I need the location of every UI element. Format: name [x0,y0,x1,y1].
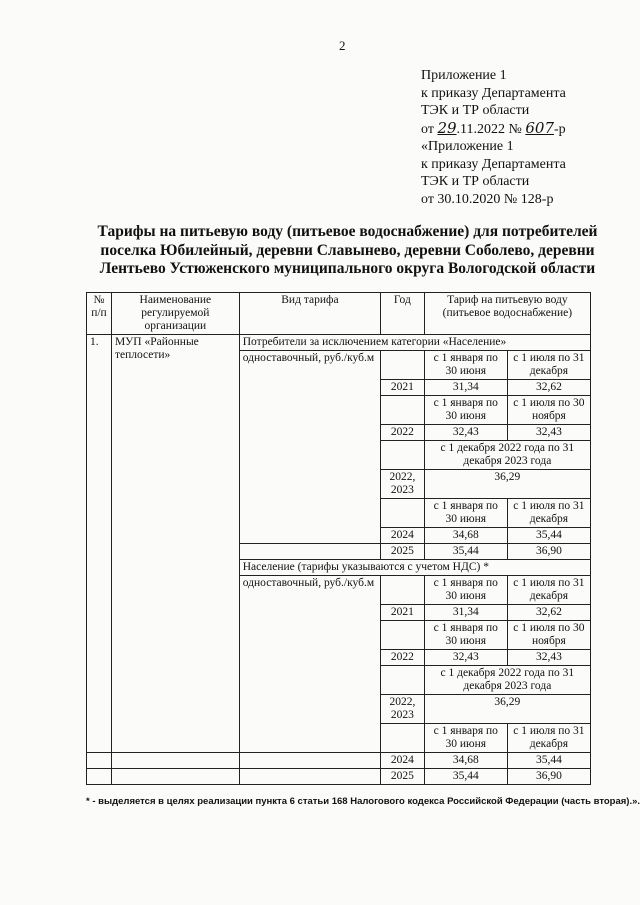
period-cell: с 1 июля по 31 декабря [507,576,590,605]
section-label: Население (тарифы указываются с учетом НДС) * [239,560,590,576]
appendix-line: «Приложение 1 [421,139,514,154]
empty-cell [239,769,380,785]
year-cell: 2021 [381,380,425,396]
empty-cell [111,769,239,785]
period-cell: с 1 января по 30 июня [424,724,507,753]
handwritten-number: 607 [525,118,555,137]
value-cell: 32,43 [507,425,590,441]
appendix-line: к приказу Департамента [421,85,566,101]
year-cell [381,441,425,470]
year-cell [381,396,425,425]
value-cell: 31,34 [424,380,507,396]
value-cell: 32,43 [424,650,507,666]
header-tariff: Тариф на питьевую воду (питьевое водоснабжение) [424,293,590,335]
year-cell [381,351,425,380]
appendix-date-line: от 29.11.2022 № 607-р [421,118,566,137]
appendix-line: ТЭК и ТР области [421,103,530,118]
period-cell: с 1 января по 30 июня [424,621,507,650]
org-name: МУП «Районные теплосети» [111,335,239,753]
value-cell: 36,90 [507,544,590,560]
year-cell [381,499,425,528]
period-cell: с 1 июля по 30 ноября [507,621,590,650]
value-cell: 36,90 [507,769,590,785]
year-cell: 2022, 2023 [381,470,425,499]
year-cell: 2021 [381,605,425,621]
table-row [87,753,591,769]
header-type: Вид тарифа [239,293,380,335]
table-row [87,769,591,785]
empty-cell [111,753,239,769]
period-cell: с 1 декабря 2022 года по 31 декабря 2023 года [424,666,590,695]
period-cell: с 1 июля по 30 ноября [507,396,590,425]
empty-cell [239,753,380,769]
row-number: 1. [87,335,112,753]
period-cell: с 1 января по 30 июня [424,499,507,528]
tariff-table [86,292,591,785]
document-title: Тарифы на питьевую воду (питьевое водоснабжение) для потребителей поселка Юбилейный, деревни Славынево, деревни Соболево, деревни Лентьево Устюженского муниципального округа Вологодской области [97,223,598,277]
year-cell: 2024 [381,753,425,769]
section-label: Потребители за исключением категории «Население» [239,335,590,351]
empty-cell [87,769,112,785]
period-cell: с 1 июля по 31 декабря [507,351,590,380]
appendix-line: Приложение 1 [421,68,507,83]
period-cell: с 1 июля по 31 декабря [507,724,590,753]
period-cell: с 1 января по 30 июня [424,396,507,425]
value-cell: 35,44 [507,753,590,769]
handwritten-day: 29 [437,118,457,137]
value-cell: 35,44 [507,528,590,544]
value-cell: 36,29 [424,470,590,499]
value-cell: 36,29 [424,695,590,724]
header-org: Наименование регулируемой организации [111,293,239,335]
value-cell: 32,62 [507,380,590,396]
period-cell: с 1 июля по 31 декабря [507,499,590,528]
page-number: 2 [339,38,346,53]
value-cell: 31,34 [424,605,507,621]
year-cell [381,666,425,695]
table-header-row [87,293,591,335]
footnote: * - выделяется в целях реализации пункта 6 статьи 168 Налогового кодекса Российской Федерации (часть вторая).». [86,796,640,807]
value-cell: 32,43 [424,425,507,441]
header-year: Год [381,293,425,335]
empty-cell [87,753,112,769]
year-cell: 2022 [381,425,425,441]
value-cell: 32,62 [507,605,590,621]
year-cell: 2025 [381,769,425,785]
year-cell: 2022, 2023 [381,695,425,724]
header-num: № п/п [87,293,112,335]
tariff-type: одноставочный, руб./куб.м [239,351,380,544]
appendix-block [421,67,566,208]
year-cell [381,621,425,650]
period-cell: с 1 января по 30 июня [424,576,507,605]
appendix-line: ТЭК и ТР области [421,174,530,189]
value-cell: 35,44 [424,769,507,785]
value-cell: 35,44 [424,544,507,560]
period-cell: с 1 декабря 2022 года по 31 декабря 2023 года [424,441,590,470]
year-cell [381,576,425,605]
value-cell: 34,68 [424,753,507,769]
value-cell: 34,68 [424,528,507,544]
appendix-line: от 30.10.2020 № 128-р [421,191,554,207]
year-cell: 2024 [381,528,425,544]
table-row [87,335,591,351]
period-cell: с 1 января по 30 июня [424,351,507,380]
year-cell: 2022 [381,650,425,666]
year-cell [381,724,425,753]
empty-cell [239,544,380,560]
year-cell: 2025 [381,544,425,560]
tariff-type: одноставочный, руб./куб.м [239,576,380,753]
value-cell: 32,43 [507,650,590,666]
appendix-line: к приказу Департамента [421,156,566,172]
